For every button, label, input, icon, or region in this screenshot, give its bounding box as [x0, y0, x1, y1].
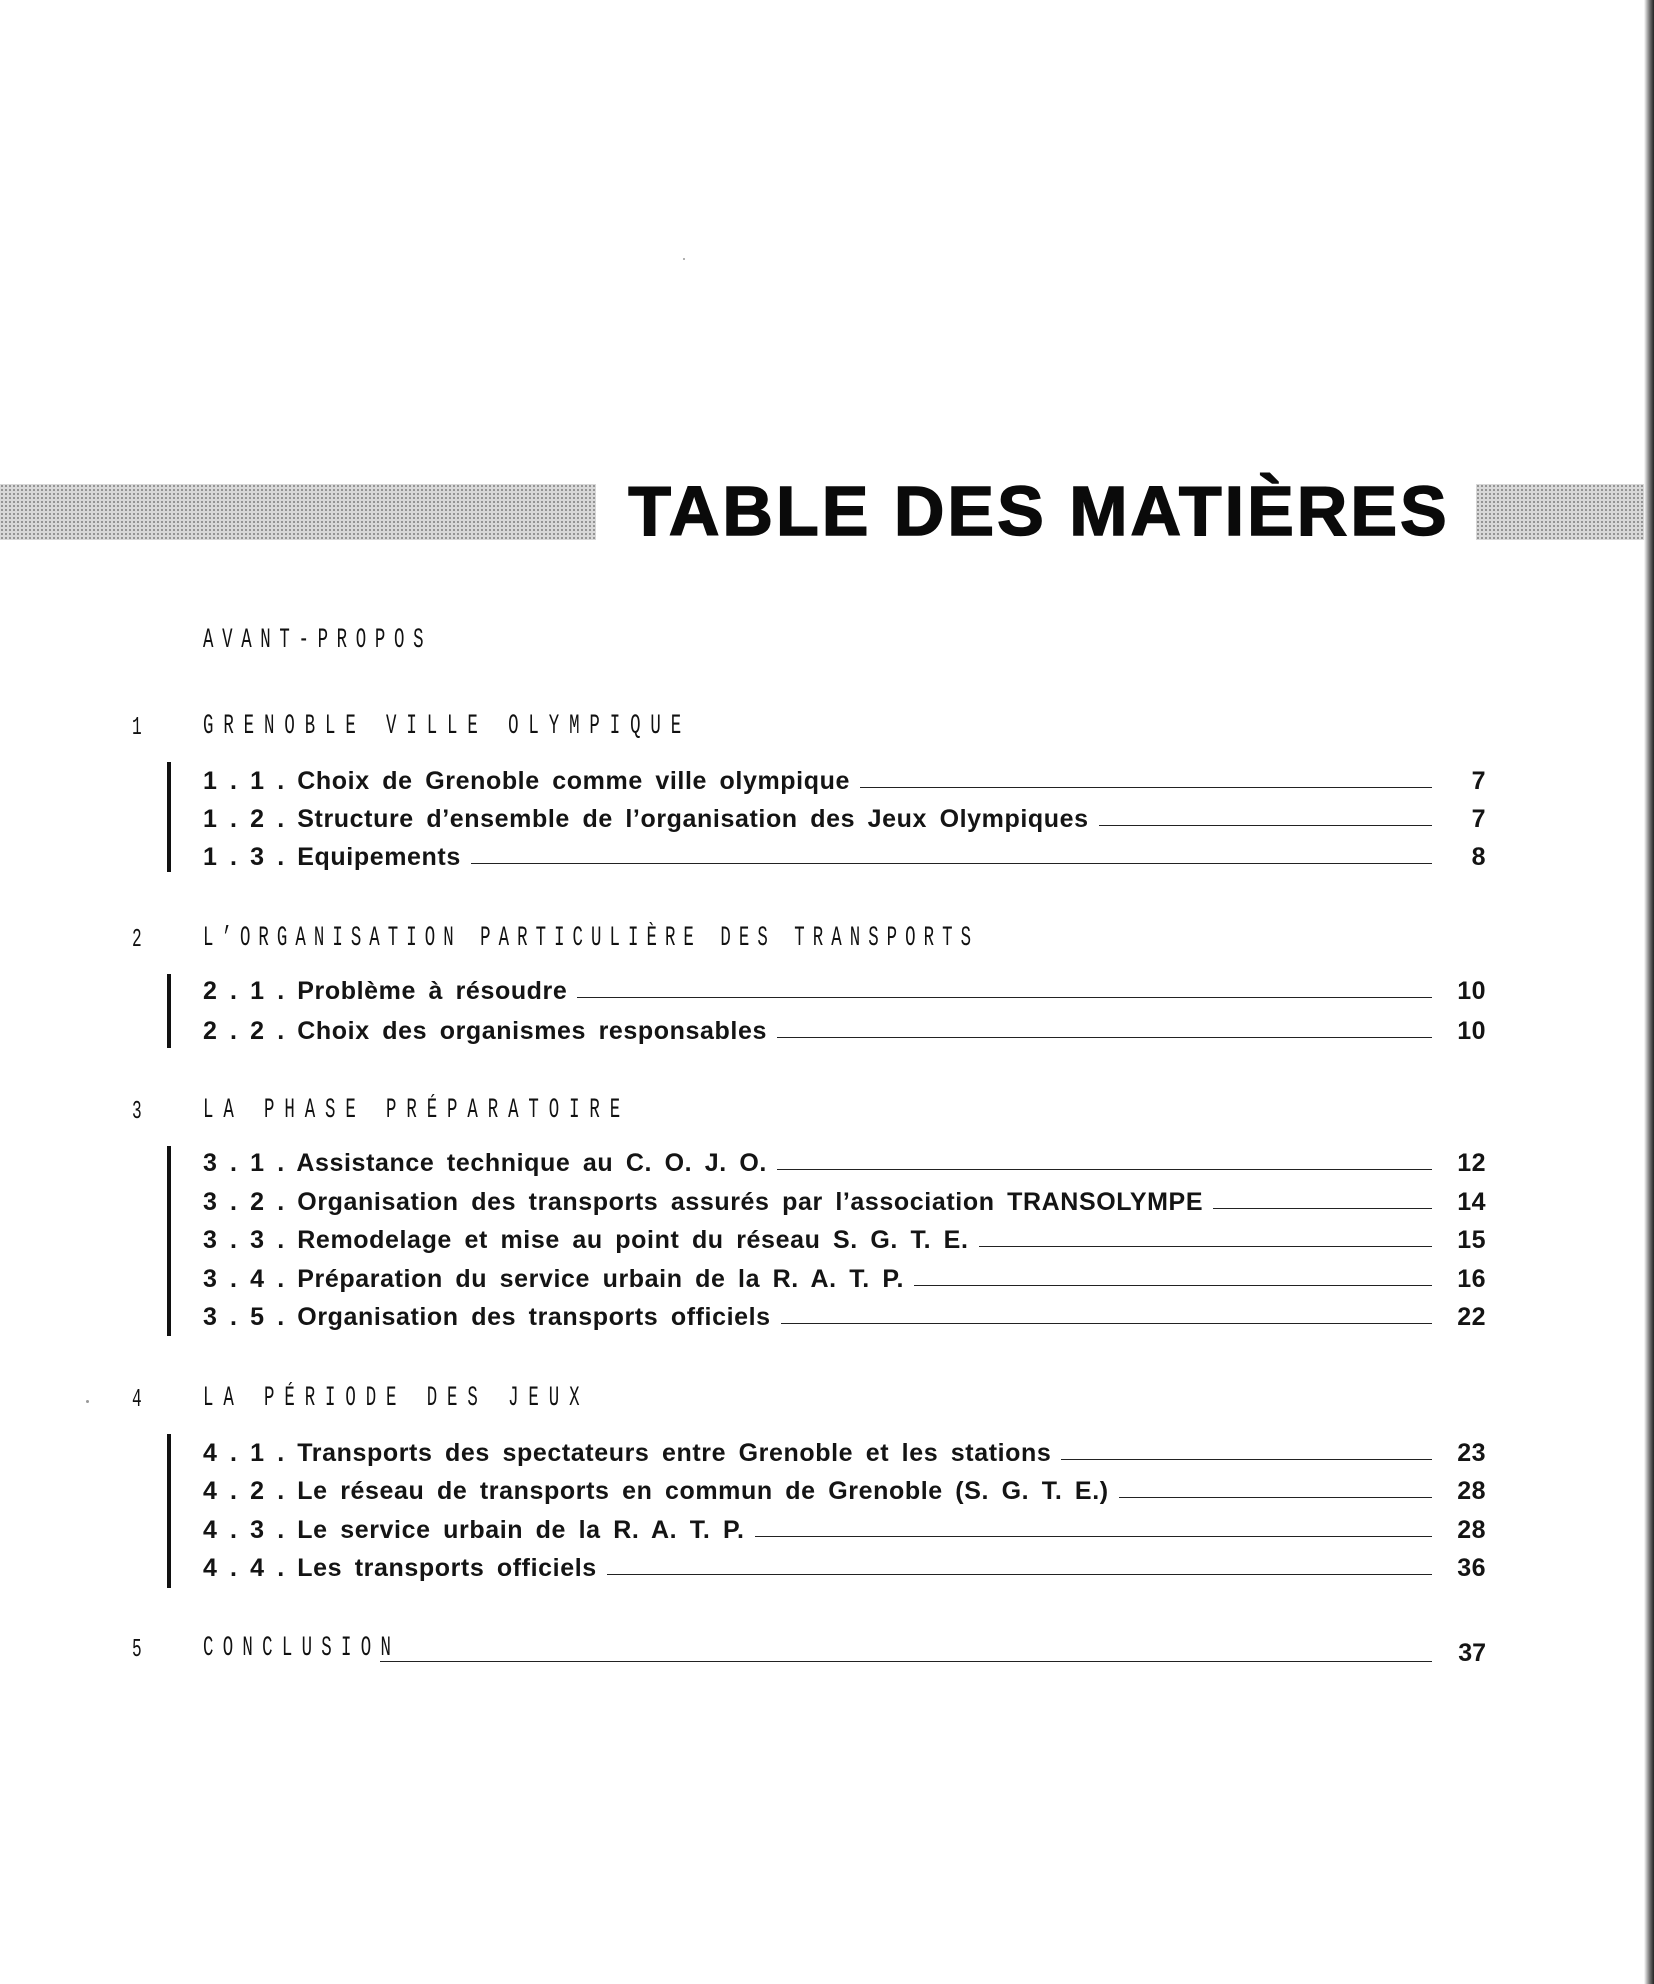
dot-leader [777, 1169, 1432, 1170]
section-number: 2 [132, 924, 142, 954]
toc-entry-page: 15 [1457, 1226, 1486, 1254]
conclusion-leader-row[interactable] [380, 1634, 1486, 1668]
toc-entry-page: 10 [1457, 977, 1486, 1005]
toc-entry-label: 4 . 1 . Transports des spectateurs entre Grenoble et les stations [203, 1439, 1052, 1467]
toc-entry-label: 3 . 1 . Assistance technique au C. O. J. O. [203, 1149, 767, 1177]
toc-entry-label: 4 . 2 . Le réseau de transports en commun de Grenoble (S. G. T. E.) [203, 1477, 1109, 1505]
toc-entry[interactable] [203, 972, 1486, 1006]
toc-entry-label: 1 . 2 . Structure d’ensemble de l’organisation des Jeux Olympiques [203, 805, 1089, 833]
section-number: 4 [132, 1384, 142, 1414]
section-title: LA PÉRIODE DES JEUX [203, 1383, 590, 1414]
section-number: 5 [132, 1634, 142, 1664]
toc-entry-page: 36 [1457, 1554, 1486, 1582]
dot-leader [979, 1246, 1432, 1247]
toc-entry-page: 8 [1471, 843, 1486, 871]
dot-leader [860, 787, 1432, 788]
toc-entry[interactable] [203, 1511, 1486, 1545]
avant-propos-heading: AVANT-PROPOS [203, 625, 433, 656]
toc-entry-label: 1 . 3 . Equipements [203, 843, 461, 871]
toc-entry-page: 16 [1457, 1265, 1486, 1293]
dot-leader [1119, 1497, 1432, 1498]
toc-entry-page: 12 [1457, 1149, 1486, 1177]
toc-entry-page: 7 [1471, 767, 1486, 795]
toc-entry-page: 10 [1457, 1017, 1486, 1045]
dot-leader [755, 1536, 1432, 1537]
toc-entry[interactable] [203, 762, 1486, 796]
dot-leader [1099, 825, 1432, 826]
toc-entry[interactable] [203, 1012, 1486, 1046]
section-title: GRENOBLE VILLE OLYMPIQUE [203, 711, 692, 742]
toc-entry-label: 3 . 5 . Organisation des transports officiels [203, 1303, 771, 1331]
section-group-bar [167, 974, 171, 1048]
toc-entry[interactable] [203, 1144, 1486, 1178]
toc-entry-label: 3 . 2 . Organisation des transports assurés par l’association TRANSOLYMPE [203, 1188, 1204, 1216]
toc-entry[interactable] [203, 838, 1486, 872]
section-title: L’ORGANISATION PARTICULIÈRE DES TRANSPORTS [203, 923, 980, 954]
toc-entry-page: 7 [1471, 805, 1486, 833]
dot-leader [1213, 1208, 1432, 1209]
section-group-bar [167, 1146, 171, 1336]
dot-leader [607, 1574, 1432, 1575]
toc-entry-page: 28 [1457, 1516, 1486, 1544]
toc-entry[interactable] [203, 800, 1486, 834]
toc-entry[interactable] [203, 1260, 1486, 1294]
dot-leader [380, 1661, 1432, 1662]
section-number: 3 [132, 1096, 142, 1126]
dot-leader [471, 863, 1432, 864]
toc-entry[interactable] [203, 1221, 1486, 1255]
section-group-bar [167, 762, 171, 872]
toc-entry-label: 2 . 2 . Choix des organismes responsables [203, 1017, 767, 1045]
toc-entry-label: 3 . 4 . Préparation du service urbain de la R. A. T. P. [203, 1265, 904, 1293]
paper-speck [683, 258, 685, 260]
title-band-pattern-right [1476, 484, 1644, 540]
toc-entry-page: 23 [1457, 1439, 1486, 1467]
toc-entry-page: 37 [1458, 1639, 1486, 1667]
toc-entry[interactable] [203, 1472, 1486, 1506]
toc-entry-page: 14 [1457, 1188, 1486, 1216]
page-title: TABLE DES MATIÈRES [628, 472, 1450, 550]
section-title: CONCLUSION [203, 1633, 401, 1664]
section-number: 1 [132, 712, 142, 742]
toc-entry-label: 4 . 3 . Le service urbain de la R. A. T. P. [203, 1516, 745, 1544]
toc-entry-label: 4 . 4 . Les transports officiels [203, 1554, 597, 1582]
dot-leader [577, 997, 1432, 998]
toc-entry-label: 3 . 3 . Remodelage et mise au point du réseau S. G. T. E. [203, 1226, 969, 1254]
toc-entry[interactable] [203, 1434, 1486, 1468]
dot-leader [781, 1323, 1432, 1324]
dot-leader [914, 1285, 1432, 1286]
toc-entry[interactable] [203, 1298, 1486, 1332]
toc-entry-page: 28 [1457, 1477, 1486, 1505]
page-edge-shadow [1644, 0, 1654, 1984]
toc-entry[interactable] [203, 1549, 1486, 1583]
toc-entry-label: 2 . 1 . Problème à résoudre [203, 977, 568, 1005]
section-title: LA PHASE PRÉPARATOIRE [203, 1095, 631, 1126]
title-band-pattern-left [0, 484, 596, 540]
toc-entry-page: 22 [1457, 1303, 1486, 1331]
dot-leader [777, 1037, 1432, 1038]
paper-speck [86, 1400, 89, 1403]
title-band [0, 472, 1644, 550]
toc-entry-label: 1 . 1 . Choix de Grenoble comme ville olympique [203, 767, 850, 795]
section-group-bar [167, 1434, 171, 1588]
dot-leader [1061, 1459, 1432, 1460]
toc-entry[interactable] [203, 1183, 1486, 1217]
